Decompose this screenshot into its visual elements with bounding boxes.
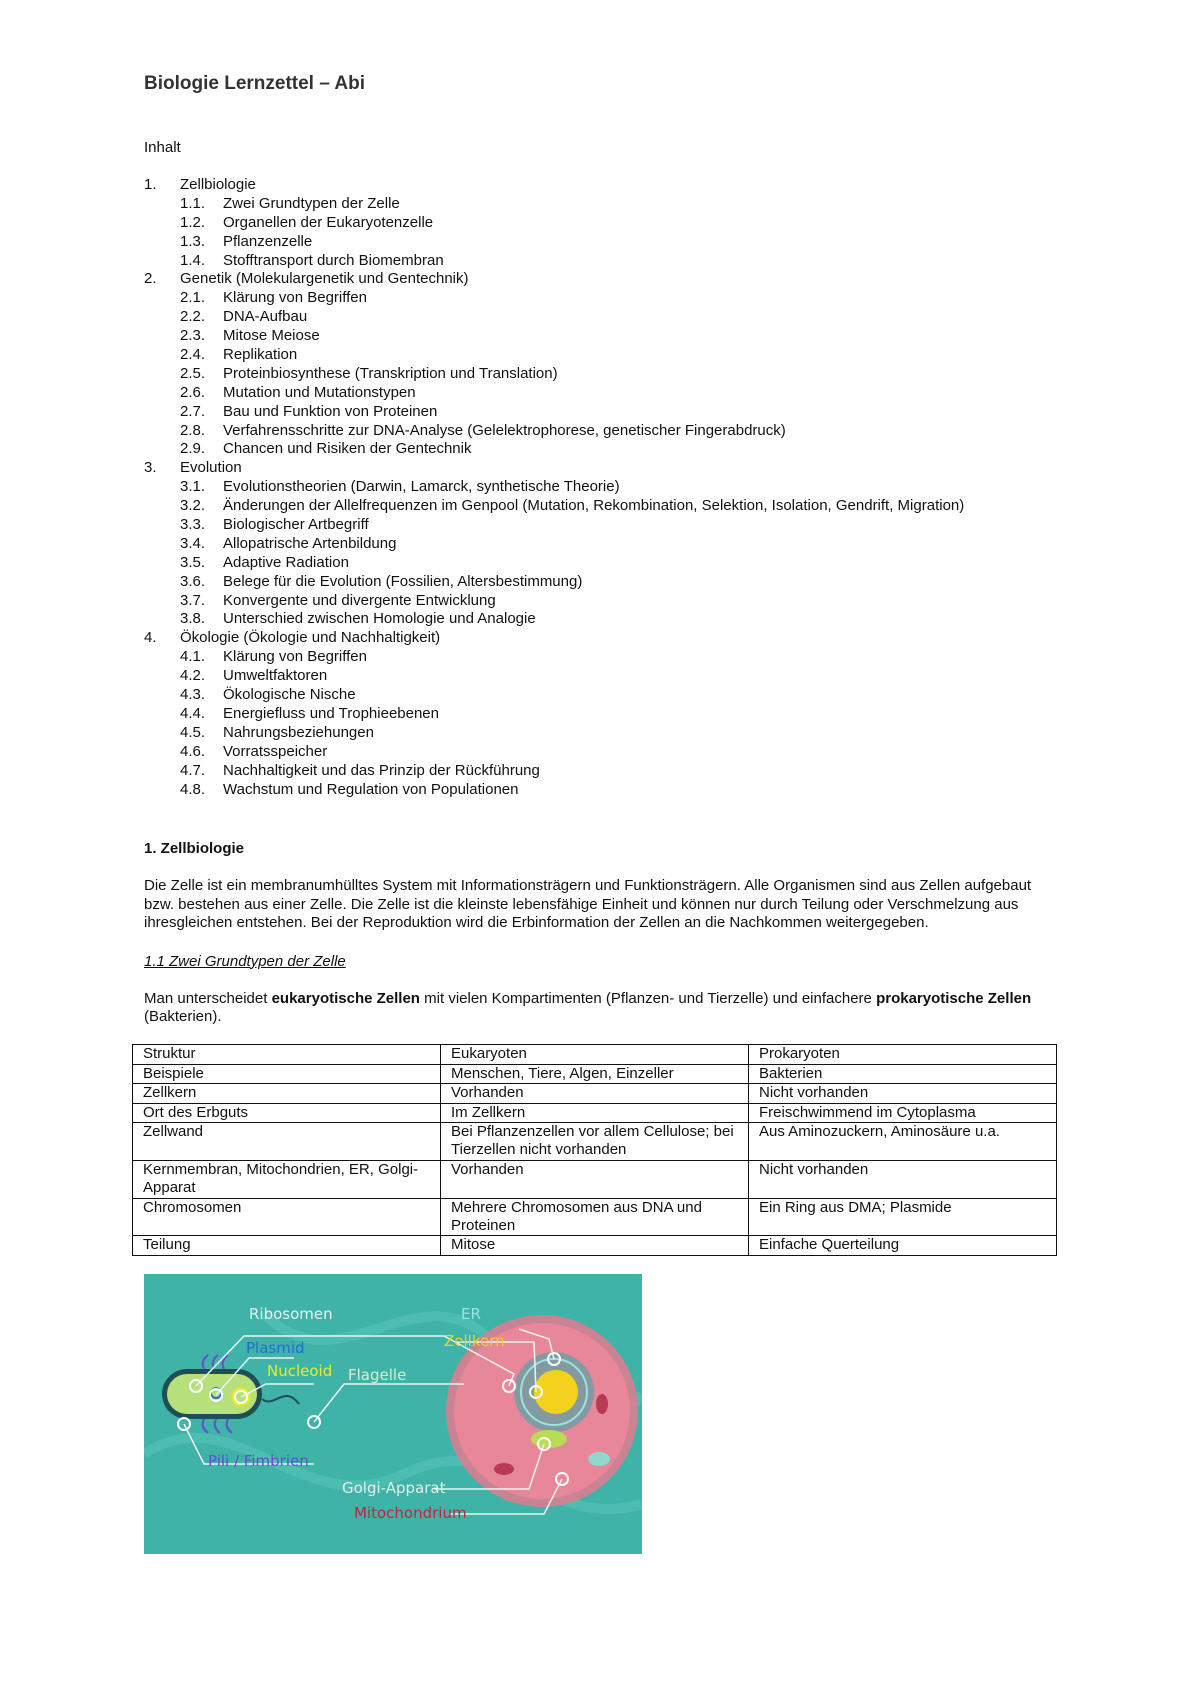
toc-subentry-label: Belege für die Evolution (Fossilien, Altersbestimmung) <box>223 572 583 590</box>
table-cell: Beispiele <box>133 1064 441 1083</box>
intro-text: mit vielen Kompartimenten (Pflanzen- und Tierzelle) und einfachere <box>419 989 877 1007</box>
toc-entry-number: 3. <box>144 459 157 477</box>
toc-subentry <box>144 478 1058 497</box>
toc-subentry-label: Ökologische Nische <box>223 686 356 704</box>
toc-subentry-label: Organellen der Eukaryotenzelle <box>223 213 434 231</box>
toc-subentry-number: 3.4. <box>180 534 206 552</box>
mitochondrion-shape <box>596 1394 608 1414</box>
toc-subentry-number: 4.3. <box>180 686 206 704</box>
toc-subentry-number: 2.4. <box>180 346 206 364</box>
toc-subentry-label: Biologischer Artbegriff <box>223 516 369 534</box>
intro-text: (Bakterien). <box>144 1008 222 1026</box>
toc-subentry-number: 3.6. <box>180 572 206 590</box>
toc-entry-label: Genetik (Molekulargenetik und Gentechnik) <box>180 270 469 288</box>
label-flagelle: Flagelle <box>348 1365 407 1384</box>
toc-subentry-number: 2.2. <box>180 308 206 326</box>
toc-subentry-label: Mutation und Mutationstypen <box>223 383 416 401</box>
table-cell: Einfache Querteilung <box>749 1236 1057 1255</box>
toc-entry-label: Evolution <box>180 459 242 477</box>
table-cell: Ort des Erbguts <box>133 1103 441 1122</box>
toc-subentry-number: 1.4. <box>180 251 206 269</box>
toc-subentry-label: Pflanzenzelle <box>223 232 313 250</box>
label-er: ER <box>461 1304 481 1323</box>
toc-subentry-label: Chancen und Risiken der Gentechnik <box>223 440 472 458</box>
table-cell: Freischwimmend im Cytoplasma <box>749 1103 1057 1122</box>
toc-subentry <box>144 403 1058 422</box>
toc-subentry-number: 2.3. <box>180 327 206 345</box>
toc-subentry-label: Bau und Funktion von Proteinen <box>223 402 438 420</box>
intro-paragraph <box>144 990 1058 1027</box>
toc-subentry <box>144 781 1058 800</box>
table-cell: Mitose <box>441 1236 749 1255</box>
table-of-contents <box>144 176 1058 799</box>
toc-subentry-number: 3.1. <box>180 478 206 496</box>
table-row <box>133 1103 1057 1122</box>
toc-subentry-label: Proteinbiosynthese (Transkription und Translation) <box>223 364 558 382</box>
toc-entry-label: Ökologie (Ökologie und Nachhaltigkeit) <box>180 629 441 647</box>
vesicle-shape <box>588 1452 610 1466</box>
toc-subentry-label: Replikation <box>223 346 298 364</box>
toc-subentry <box>144 724 1058 743</box>
table-row <box>133 1123 1057 1161</box>
toc-subentry <box>144 422 1058 441</box>
toc-subentry <box>144 195 1058 214</box>
toc-subentry-number: 4.1. <box>180 648 206 666</box>
toc-subentry-label: Konvergente und divergente Entwicklung <box>223 591 496 609</box>
table-row <box>133 1084 1057 1103</box>
table-header-cell: Struktur <box>133 1045 441 1064</box>
toc-subentry <box>144 440 1058 459</box>
toc-subentry-label: Adaptive Radiation <box>223 553 349 571</box>
toc-subentry <box>144 610 1058 629</box>
toc-subentry-number: 4.4. <box>180 704 206 722</box>
cell-diagram <box>144 1274 642 1554</box>
toc-subentry-number: 1.3. <box>180 232 206 250</box>
toc-subentry-number: 2.9. <box>180 440 206 458</box>
toc-subentry-number: 3.5. <box>180 553 206 571</box>
label-ribosomen: Ribosomen <box>249 1304 333 1323</box>
mitochondrion-shape <box>494 1463 514 1475</box>
toc-subentry <box>144 648 1058 667</box>
toc-entry-label: Zellbiologie <box>180 176 256 193</box>
toc-subentry <box>144 592 1058 611</box>
toc-subentry-number: 2.6. <box>180 383 206 401</box>
toc-entry-number: 4. <box>144 629 157 647</box>
table-row <box>133 1236 1057 1255</box>
toc-subentry-label: Zwei Grundtypen der Zelle <box>223 194 400 212</box>
toc-subentry-number: 4.6. <box>180 742 206 760</box>
table-row <box>133 1198 1057 1236</box>
cell-comparison-table <box>132 1044 1057 1255</box>
toc-subentry <box>144 573 1058 592</box>
intro-bold-prokaryotic: prokaryotische Zellen <box>876 989 1032 1007</box>
table-cell: Zellwand <box>133 1123 441 1161</box>
toc-subentry <box>144 705 1058 724</box>
toc-subentry-label: Klärung von Begriffen <box>223 648 367 666</box>
toc-subentry-number: 4.8. <box>180 780 206 798</box>
table-cell: Bei Pflanzenzellen vor allem Cellulose; bei Tierzellen nicht vorhanden <box>441 1123 749 1161</box>
table-header-cell: Eukaryoten <box>441 1045 749 1064</box>
toc-subentry-label: Stofftransport durch Biomembran <box>223 251 444 269</box>
toc-heading: Inhalt <box>144 139 181 156</box>
subsection-title: 1.1 Zwei Grundtypen der Zelle <box>144 952 346 970</box>
toc-entry <box>144 459 1058 478</box>
label-golgi: Golgi-Apparat <box>342 1478 446 1497</box>
toc-entry <box>144 629 1058 648</box>
toc-subentry-label: Änderungen der Allelfrequenzen im Genpool (Mutation, Rekombination, Selektion, Isolation, Gendrift, Migration) <box>223 497 965 515</box>
table-cell: Im Zellkern <box>441 1103 749 1122</box>
table-header-row <box>133 1045 1057 1064</box>
toc-subentry <box>144 289 1058 308</box>
nucleus-shape <box>534 1370 578 1414</box>
toc-subentry-label: Verfahrensschritte zur DNA-Analyse (Gelelektrophorese, genetischer Fingerabdruck) <box>223 421 786 439</box>
toc-subentry-number: 2.7. <box>180 402 206 420</box>
toc-subentry-label: Mitose Meiose <box>223 327 320 345</box>
table-cell: Kernmembran, Mitochondrien, ER, Golgi-Apparat <box>133 1160 441 1198</box>
toc-subentry <box>144 497 1058 516</box>
toc-subentry-number: 1.2. <box>180 213 206 231</box>
table-header-cell: Prokaryoten <box>749 1045 1057 1064</box>
toc-subentry-label: Klärung von Begriffen <box>223 289 367 307</box>
table-row <box>133 1064 1057 1083</box>
toc-subentry <box>144 308 1058 327</box>
table-cell: Mehrere Chromosomen aus DNA und Proteinen <box>441 1198 749 1236</box>
toc-subentry-number: 4.7. <box>180 761 206 779</box>
table-cell: Chromosomen <box>133 1198 441 1236</box>
table-cell: Vorhanden <box>441 1160 749 1198</box>
document-title: Biologie Lernzettel – Abi <box>144 73 365 94</box>
table-cell: Teilung <box>133 1236 441 1255</box>
toc-subentry-number: 4.2. <box>180 667 206 685</box>
toc-subentry <box>144 667 1058 686</box>
toc-subentry-label: Energiefluss und Trophieebenen <box>223 704 439 722</box>
toc-subentry-label: Umweltfaktoren <box>223 667 328 685</box>
table-cell: Nicht vorhanden <box>749 1084 1057 1103</box>
intro-bold-eukaryotic: eukaryotische Zellen <box>271 989 420 1007</box>
toc-subentry <box>144 233 1058 252</box>
document-page <box>144 72 1058 1554</box>
toc-entry <box>144 270 1058 289</box>
table-row <box>133 1160 1057 1198</box>
table-cell: Vorhanden <box>441 1084 749 1103</box>
toc-subentry-label: Unterschied zwischen Homologie und Analogie <box>223 610 536 628</box>
toc-subentry <box>144 762 1058 781</box>
toc-subentry <box>144 743 1058 762</box>
toc-subentry <box>144 252 1058 271</box>
toc-subentry <box>144 327 1058 346</box>
table-cell: Bakterien <box>749 1064 1057 1083</box>
toc-subentry-label: Nachhaltigkeit und das Prinzip der Rückführung <box>223 761 540 779</box>
toc-subentry-number: 3.2. <box>180 497 206 515</box>
toc-subentry <box>144 214 1058 233</box>
toc-subentry <box>144 346 1058 365</box>
toc-subentry-label: Allopatrische Artenbildung <box>223 534 397 552</box>
toc-entry-number: 1. <box>144 176 157 193</box>
section-title: 1. Zellbiologie <box>144 840 245 858</box>
toc-entry-number: 2. <box>144 270 157 288</box>
toc-subentry-number: 4.5. <box>180 723 206 741</box>
toc-subentry-label: Evolutionstheorien (Darwin, Lamarck, synthetische Theorie) <box>223 478 620 496</box>
toc-subentry-number: 2.8. <box>180 421 206 439</box>
label-mitochondrium: Mitochondrium <box>354 1503 467 1522</box>
toc-subentry <box>144 384 1058 403</box>
label-plasmid: Plasmid <box>246 1338 305 1357</box>
table-cell: Zellkern <box>133 1084 441 1103</box>
toc-subentry-label: Vorratsspeicher <box>223 742 328 760</box>
toc-subentry-label: DNA-Aufbau <box>223 308 308 326</box>
label-zellkern: Zellkern <box>444 1331 505 1350</box>
toc-subentry-number: 2.1. <box>180 289 206 307</box>
toc-entry <box>144 176 1058 195</box>
table-cell: Aus Aminozuckern, Aminosäure u.a. <box>749 1123 1057 1161</box>
table-cell: Nicht vorhanden <box>749 1160 1057 1198</box>
intro-text: Man unterscheidet <box>144 989 272 1007</box>
toc-subentry-label: Nahrungsbeziehungen <box>223 723 374 741</box>
toc-subentry-number: 3.7. <box>180 591 206 609</box>
toc-subentry-number: 3.3. <box>180 516 206 534</box>
toc-subentry <box>144 535 1058 554</box>
toc-subentry-label: Wachstum und Regulation von Populationen <box>223 780 519 798</box>
label-pili: Pili / Fimbrien <box>208 1451 309 1470</box>
table-cell: Ein Ring aus DMA; Plasmide <box>749 1198 1057 1236</box>
toc-subentry-number: 1.1. <box>180 194 206 212</box>
toc-subentry <box>144 365 1058 384</box>
table-cell: Menschen, Tiere, Algen, Einzeller <box>441 1064 749 1083</box>
toc-subentry <box>144 686 1058 705</box>
toc-subentry-number: 3.8. <box>180 610 206 628</box>
toc-subentry <box>144 516 1058 535</box>
label-nucleoid: Nucleoid <box>267 1361 333 1380</box>
section-paragraph: Die Zelle ist ein membranumhülltes System mit Informationsträgern und Funktionsträgern. Alle Organismen sind aus Zellen aufgebaut bzw. bestehen aus einer Zelle. Die Zelle ist die kleinste lebensfähige Einheit und können nur durch Teilung oder Verschmelzung aus ihresgleichen entstehen. Bei der Reproduktion wird die Erbinformation der Zellen an die Nachkommen weitergegeben. <box>144 877 1032 932</box>
toc-subentry <box>144 554 1058 573</box>
cell-diagram-svg <box>144 1274 642 1554</box>
toc-subentry-number: 2.5. <box>180 364 206 382</box>
